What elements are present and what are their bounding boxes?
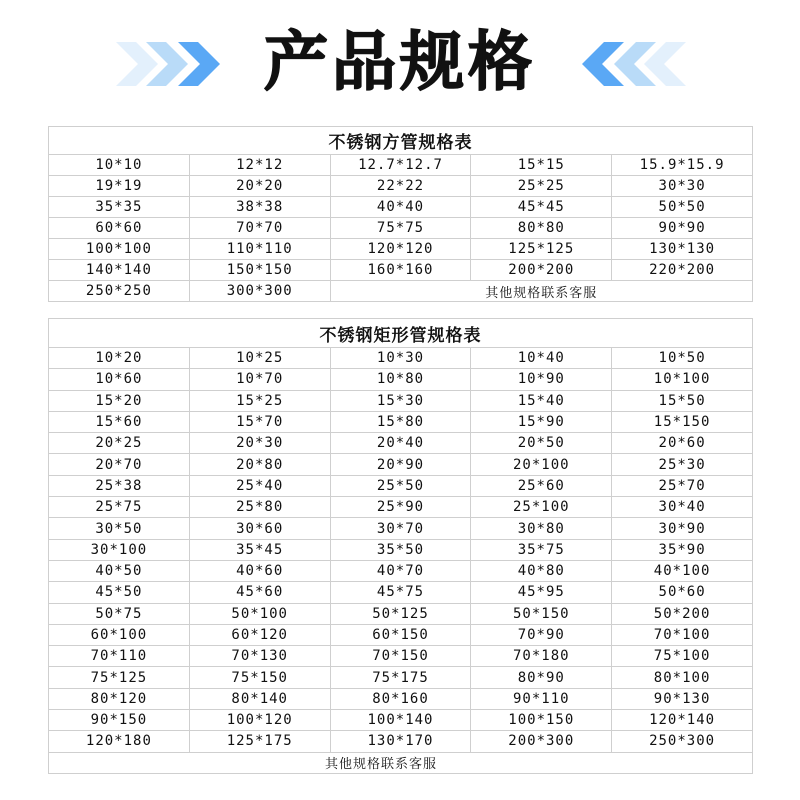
spec-cell: 70*100 [612, 624, 753, 645]
spec-cell: 60*60 [49, 218, 190, 239]
spec-cell: 90*90 [612, 218, 753, 239]
spec-cell: 50*100 [189, 603, 330, 624]
table-row [49, 688, 753, 709]
spec-cell: 25*38 [49, 475, 190, 496]
spec-cell: 15*15 [471, 155, 612, 176]
spec-cell: 45*50 [49, 582, 190, 603]
spec-cell: 10*90 [471, 369, 612, 390]
spec-cell: 300*300 [189, 281, 330, 302]
spec-cell: 25*80 [189, 497, 330, 518]
spec-cell: 80*140 [189, 688, 330, 709]
spec-cell: 10*10 [49, 155, 190, 176]
spec-cell: 25*70 [612, 475, 753, 496]
spec-cell: 50*75 [49, 603, 190, 624]
table-row [49, 710, 753, 731]
spec-cell: 15*30 [330, 390, 471, 411]
spec-cell: 20*30 [189, 433, 330, 454]
spec-cell: 120*120 [330, 239, 471, 260]
table-row [49, 239, 753, 260]
spec-cell: 90*150 [49, 710, 190, 731]
spec-cell: 20*25 [49, 433, 190, 454]
spec-cell: 38*38 [189, 197, 330, 218]
table-row [49, 411, 753, 432]
spec-cell: 12.7*12.7 [330, 155, 471, 176]
spec-cell: 10*80 [330, 369, 471, 390]
spec-cell: 80*80 [471, 218, 612, 239]
spec-cell: 200*200 [471, 260, 612, 281]
spec-cell: 60*150 [330, 624, 471, 645]
spec-cell: 20*100 [471, 454, 612, 475]
spec-cell: 70*90 [471, 624, 612, 645]
spec-cell: 125*125 [471, 239, 612, 260]
spec-cell: 40*50 [49, 560, 190, 581]
table-row [49, 646, 753, 667]
spec-cell: 120*180 [49, 731, 190, 752]
table-row [49, 518, 753, 539]
spec-cell: 70*180 [471, 646, 612, 667]
spec-cell: 20*70 [49, 454, 190, 475]
spec-cell: 40*40 [330, 197, 471, 218]
page-title: 产品规格 [264, 26, 536, 100]
spec-cell: 25*60 [471, 475, 612, 496]
chevron-left-decoration [570, 40, 690, 88]
spec-cell: 15*150 [612, 411, 753, 432]
spec-cell: 90*130 [612, 688, 753, 709]
spec-cell: 125*175 [189, 731, 330, 752]
spec-cell: 100*150 [471, 710, 612, 731]
table-title: 不锈钢矩形管规格表 [49, 319, 753, 348]
spec-cell: 75*125 [49, 667, 190, 688]
spec-cell: 75*175 [330, 667, 471, 688]
spec-cell: 20*20 [189, 176, 330, 197]
table-row [49, 603, 753, 624]
spec-cell: 15.9*15.9 [612, 155, 753, 176]
spec-cell: 80*100 [612, 667, 753, 688]
table-row [49, 731, 753, 752]
spec-cell: 19*19 [49, 176, 190, 197]
spec-cell: 250*250 [49, 281, 190, 302]
spec-cell: 10*60 [49, 369, 190, 390]
table-row [49, 475, 753, 496]
spec-cell: 200*300 [471, 731, 612, 752]
spec-cell: 35*75 [471, 539, 612, 560]
spec-cell: 50*50 [612, 197, 753, 218]
spec-cell: 15*60 [49, 411, 190, 432]
spec-cell: 80*90 [471, 667, 612, 688]
table-row [49, 218, 753, 239]
spec-cell: 90*110 [471, 688, 612, 709]
contact-note: 其他规格联系客服 [49, 752, 753, 773]
spec-cell: 15*50 [612, 390, 753, 411]
spec-cell: 15*80 [330, 411, 471, 432]
spec-cell: 25*25 [471, 176, 612, 197]
spec-cell: 220*200 [612, 260, 753, 281]
table-row [49, 582, 753, 603]
spec-cell: 20*50 [471, 433, 612, 454]
spec-cell: 50*200 [612, 603, 753, 624]
spec-cell: 140*140 [49, 260, 190, 281]
spec-cell: 40*100 [612, 560, 753, 581]
spec-cell: 35*90 [612, 539, 753, 560]
spec-cell: 10*30 [330, 348, 471, 369]
table-row [49, 197, 753, 218]
table-row [49, 281, 753, 302]
double-chevron-left-icon [570, 40, 690, 88]
table-row [49, 497, 753, 518]
table-row [49, 155, 753, 176]
table-row [49, 369, 753, 390]
spec-cell: 100*100 [49, 239, 190, 260]
spec-cell: 10*100 [612, 369, 753, 390]
spec-cell: 75*150 [189, 667, 330, 688]
spec-cell: 130*170 [330, 731, 471, 752]
spec-cell: 75*75 [330, 218, 471, 239]
header [0, 0, 800, 120]
table-row [49, 624, 753, 645]
spec-cell: 25*90 [330, 497, 471, 518]
spec-cell: 150*150 [189, 260, 330, 281]
table-row [49, 348, 753, 369]
spec-cell: 75*100 [612, 646, 753, 667]
spec-cell: 20*40 [330, 433, 471, 454]
table-title: 不锈钢方管规格表 [49, 127, 753, 155]
spec-cell: 25*75 [49, 497, 190, 518]
spec-cell: 10*40 [471, 348, 612, 369]
spec-cell: 40*80 [471, 560, 612, 581]
spec-cell: 25*100 [471, 497, 612, 518]
spec-cell: 30*50 [49, 518, 190, 539]
contact-note: 其他规格联系客服 [330, 281, 752, 302]
spec-cell: 50*125 [330, 603, 471, 624]
spec-cell: 110*110 [189, 239, 330, 260]
spec-cell: 120*140 [612, 710, 753, 731]
spec-cell: 35*50 [330, 539, 471, 560]
spec-cell: 70*150 [330, 646, 471, 667]
table-row [49, 390, 753, 411]
table-row [49, 454, 753, 475]
spec-cell: 80*120 [49, 688, 190, 709]
spec-cell: 80*160 [330, 688, 471, 709]
spec-cell: 10*25 [189, 348, 330, 369]
spec-cell: 15*20 [49, 390, 190, 411]
spec-cell: 15*90 [471, 411, 612, 432]
spec-cell: 30*60 [189, 518, 330, 539]
spec-cell: 70*110 [49, 646, 190, 667]
spec-cell: 45*60 [189, 582, 330, 603]
spec-cell: 70*70 [189, 218, 330, 239]
spec-cell: 25*40 [189, 475, 330, 496]
spec-cell: 20*80 [189, 454, 330, 475]
spec-cell: 15*25 [189, 390, 330, 411]
spec-cell: 45*95 [471, 582, 612, 603]
spec-cell: 60*100 [49, 624, 190, 645]
spec-cell: 10*50 [612, 348, 753, 369]
spec-cell: 12*12 [189, 155, 330, 176]
spec-cell: 130*130 [612, 239, 753, 260]
spec-cell: 35*45 [189, 539, 330, 560]
spec-cell: 100*140 [330, 710, 471, 731]
spec-cell: 15*40 [471, 390, 612, 411]
spec-cell: 22*22 [330, 176, 471, 197]
spec-cell: 10*70 [189, 369, 330, 390]
spec-cell: 40*60 [189, 560, 330, 581]
spec-cell: 15*70 [189, 411, 330, 432]
table-row [49, 560, 753, 581]
spec-cell: 30*100 [49, 539, 190, 560]
table-row [49, 433, 753, 454]
spec-cell: 40*70 [330, 560, 471, 581]
table-row [49, 667, 753, 688]
spec-cell: 20*60 [612, 433, 753, 454]
square-tube-spec-table [48, 126, 753, 302]
spec-cell: 45*45 [471, 197, 612, 218]
table-row [49, 539, 753, 560]
spec-cell: 30*40 [612, 497, 753, 518]
spec-cell: 25*30 [612, 454, 753, 475]
table-row [49, 176, 753, 197]
spec-cell: 100*120 [189, 710, 330, 731]
rect-tube-spec-table [48, 318, 753, 774]
spec-cell: 30*30 [612, 176, 753, 197]
spec-cell: 50*150 [471, 603, 612, 624]
spec-cell: 50*60 [612, 582, 753, 603]
spec-cell: 35*35 [49, 197, 190, 218]
spec-cell: 160*160 [330, 260, 471, 281]
table-row [49, 752, 753, 773]
spec-cell: 30*90 [612, 518, 753, 539]
spec-cell: 30*80 [471, 518, 612, 539]
spec-cell: 10*20 [49, 348, 190, 369]
spec-cell: 20*90 [330, 454, 471, 475]
spec-cell: 25*50 [330, 475, 471, 496]
spec-cell: 60*120 [189, 624, 330, 645]
spec-cell: 45*75 [330, 582, 471, 603]
spec-cell: 250*300 [612, 731, 753, 752]
spec-cell: 70*130 [189, 646, 330, 667]
spec-cell: 30*70 [330, 518, 471, 539]
table-row [49, 260, 753, 281]
